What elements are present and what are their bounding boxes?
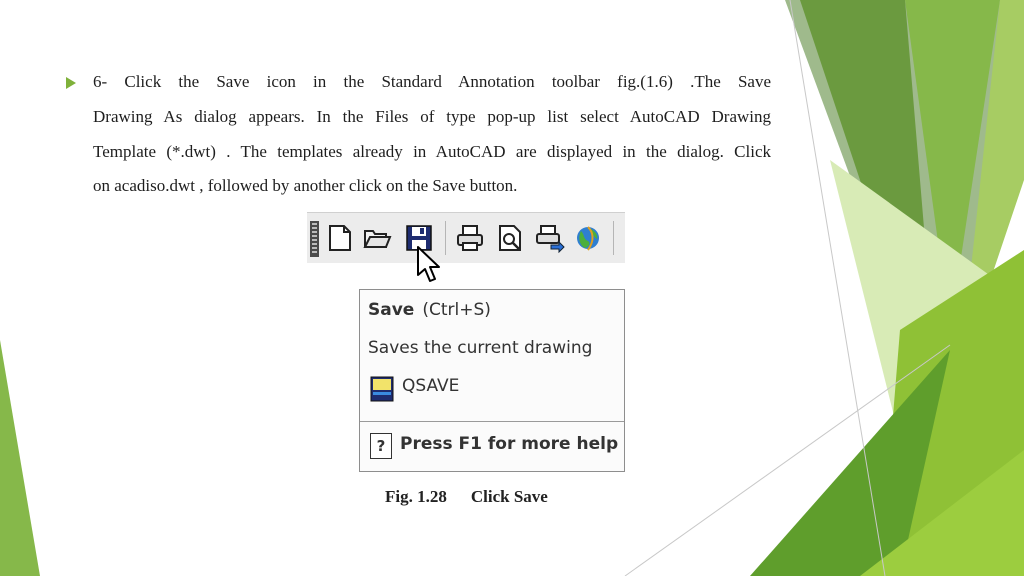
paragraph-line-3: Template (*.dwt) . The templates already in AutoCAD are displayed in the dialog. Click [93,142,771,161]
tooltip-shortcut: (Ctrl+S) [422,300,491,320]
save-tooltip [359,289,625,472]
tooltip-command: QSAVE [402,376,460,396]
help-icon: ? [370,433,392,459]
toolbar-separator [613,221,614,255]
qsave-command-icon [370,376,394,402]
paragraph-line-2: Drawing As dialog appears. In the Files of type pop-up list select AutoCAD Drawing [93,107,771,126]
figure-caption-label: Fig. 1.28 [385,487,447,506]
deco-shape-left [0,340,40,576]
open-icon[interactable] [362,223,392,253]
figure-caption-text: Click Save [470,487,548,506]
new-icon[interactable] [325,223,355,253]
mouse-cursor-icon [415,245,443,287]
figure-caption [385,487,548,507]
tooltip-divider [360,421,624,422]
paragraph-line-1: 6- Click the Save icon in the Standard Annotation toolbar fig.(1.6) .The Save [93,72,771,91]
publish-icon[interactable] [535,223,565,253]
tooltip-command-name: Save [368,300,415,320]
paragraph-line-4: on acadiso.dwt , followed by another click on the Save button. [93,176,518,195]
plot-icon[interactable] [455,223,485,253]
toolbar-grip[interactable] [310,221,319,257]
screenshot-figure [307,212,625,472]
standard-toolbar [307,212,625,263]
bullet-marker [66,77,76,89]
tooltip-help-text: Press F1 for more help [400,434,619,454]
globe-icon[interactable] [573,223,603,253]
plot-preview-icon[interactable] [495,223,525,253]
tooltip-description: Saves the current drawing [368,338,593,358]
tooltip-title [368,300,491,320]
toolbar-separator [445,221,446,255]
